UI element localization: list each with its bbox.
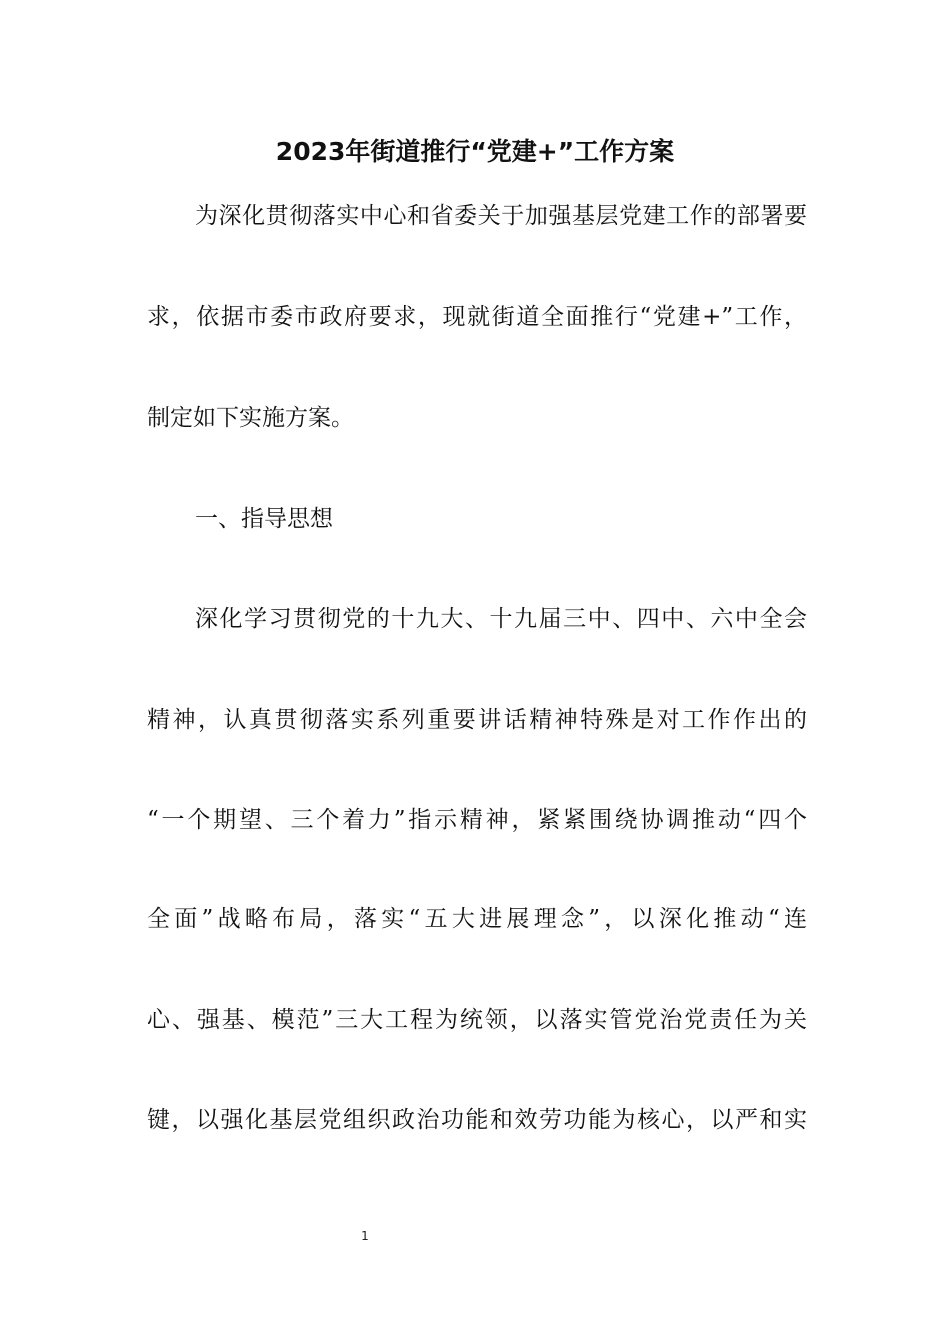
page-number: 1 <box>361 1229 369 1243</box>
body-line-1: 深化学习贯彻党的十九大、十九届三中、四中、六中全会 <box>195 606 807 632</box>
intro-line-3: 制定如下实施方案。 <box>147 405 354 431</box>
body-line-6: 键，以强化基层党组织政治功能和效劳功能为核心，以严和实 <box>147 1107 807 1133</box>
intro-line-2: 求，依据市委市政府要求，现就街道全面推行“党建+”工作， <box>147 304 807 330</box>
document-title: 2023年街道推行“党建+”工作方案 <box>275 137 675 166</box>
body-line-5: 心、强基、模范”三大工程为统领，以落实管党治党责任为关 <box>147 1007 807 1033</box>
section-heading-guiding-thought: 一、指导思想 <box>195 506 333 532</box>
body-line-2: 精神，认真贯彻落实系列重要讲话精神特殊是对工作作出的 <box>147 707 807 733</box>
body-line-4: 全面”战略布局，落实“五大进展理念”，以深化推动“连 <box>147 906 807 932</box>
body-line-3: “一个期望、三个着力”指示精神，紧紧围绕协调推动“四个 <box>147 807 807 833</box>
intro-line-1: 为深化贯彻落实中心和省委关于加强基层党建工作的部署要 <box>195 203 807 229</box>
